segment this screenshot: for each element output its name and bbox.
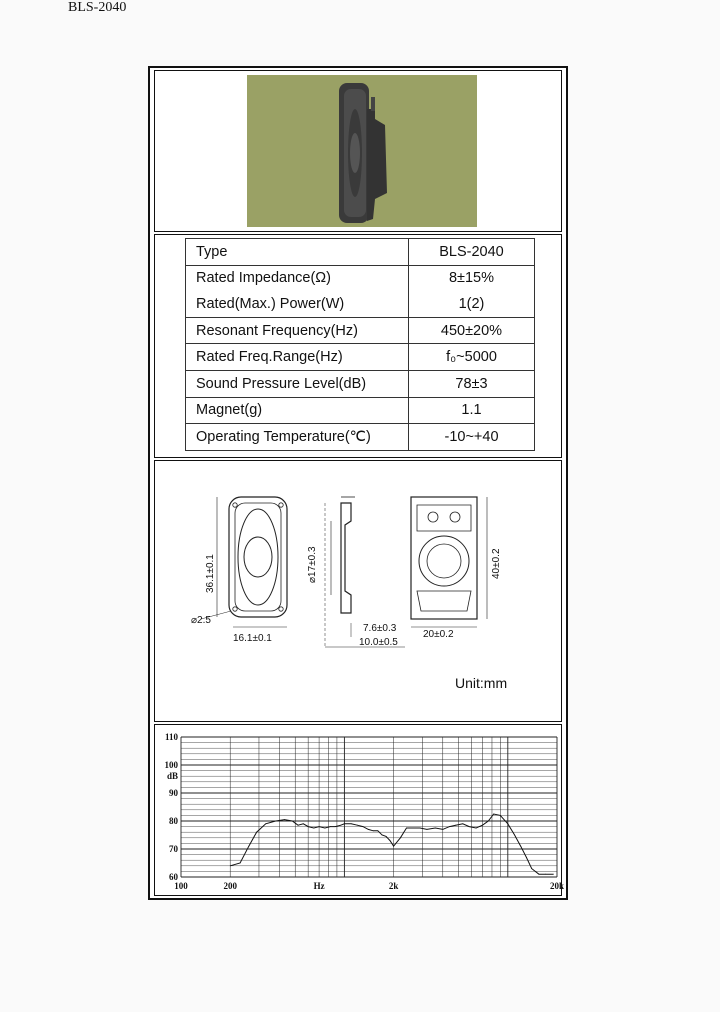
spl-point: [303, 823, 304, 824]
dim-height-front: 36.1±0.1: [205, 554, 216, 593]
spec-label: Magnet(g): [186, 397, 409, 424]
spl-point: [335, 826, 336, 827]
spl-point: [340, 825, 341, 826]
dim-side-dia: ⌀17±0.3: [307, 546, 318, 583]
spl-point: [308, 826, 309, 827]
spec-label: Operating Temperature(℃): [186, 424, 409, 451]
spl-point: [435, 828, 436, 829]
spec-value: f₀~5000: [409, 344, 535, 371]
datasheet-frame: [148, 66, 568, 900]
specs-panel: [154, 234, 562, 458]
spl-point: [412, 828, 413, 829]
x-tick-label: Hz: [313, 881, 325, 891]
dim-width-back: 20±0.2: [423, 629, 454, 640]
spec-value: -10~+40: [409, 424, 535, 451]
spl-point: [482, 825, 483, 826]
y-tick-label: 60: [169, 872, 178, 882]
spl-point: [420, 828, 421, 829]
spl-point: [462, 823, 463, 824]
x-tick-label: 20k: [549, 881, 565, 891]
spl-point: [455, 825, 456, 826]
x-tick-label: 2k: [388, 881, 399, 891]
spl-point: [230, 865, 231, 866]
x-tick-label: 100: [174, 881, 188, 891]
spec-value: BLS-2040: [409, 239, 535, 266]
drawing-panel: [154, 460, 562, 722]
y-tick-label: 100: [164, 760, 178, 770]
spl-point: [248, 846, 249, 847]
spec-value: 78±3: [409, 370, 535, 397]
spec-row-spl: [186, 370, 535, 397]
spl-point: [390, 840, 391, 841]
spl-point: [427, 829, 428, 830]
spl-point: [500, 815, 501, 816]
spl-point: [325, 828, 326, 829]
spl-point: [400, 837, 401, 838]
spl-point: [265, 823, 266, 824]
frequency-response-chart: [155, 725, 565, 895]
spec-label: Rated Impedance(Ω): [186, 265, 409, 291]
spl-point: [351, 823, 352, 824]
y-tick-label: 70: [169, 844, 178, 854]
spl-point: [520, 846, 521, 847]
spec-label: Sound Pressure Level(dB): [186, 370, 409, 397]
spl-point: [382, 835, 383, 836]
back-view: [411, 497, 487, 627]
spl-point: [449, 826, 450, 827]
spl-point: [553, 874, 554, 875]
spl-point: [256, 832, 257, 833]
spec-label: Rated(Max.) Power(W): [186, 291, 409, 317]
spl-point: [406, 828, 407, 829]
spl-point: [476, 828, 477, 829]
spec-row-type: [186, 239, 535, 266]
dim-hole-dia: ⌀2.5: [191, 615, 211, 626]
spec-row-power: [186, 291, 535, 317]
photo-panel: [154, 70, 562, 232]
spl-point: [319, 826, 320, 827]
spl-point: [292, 821, 293, 822]
spec-row-magnet: [186, 397, 535, 424]
spl-point: [275, 821, 276, 822]
spl-point: [330, 826, 331, 827]
spl-point: [373, 830, 374, 831]
spl-point: [298, 825, 299, 826]
y-tick-label: 90: [169, 788, 178, 798]
spec-value: 8±15%: [409, 265, 535, 291]
dim-depth-total: 10.0±0.5: [359, 637, 398, 648]
spl-point: [442, 829, 443, 830]
spec-value: 1(2): [409, 291, 535, 317]
spl-point: [531, 868, 532, 869]
spl-point: [344, 823, 345, 824]
spec-row-impedance: [186, 265, 535, 291]
spl-point: [393, 846, 394, 847]
spec-row-range: [186, 344, 535, 371]
spl-point: [539, 874, 540, 875]
spec-label: Type: [186, 239, 409, 266]
spl-point: [493, 814, 494, 815]
spl-point: [313, 828, 314, 829]
spl-point: [386, 836, 387, 837]
y-tick-label: 110: [164, 732, 178, 742]
spl-point: [469, 826, 470, 827]
spl-point: [488, 821, 489, 822]
specs-table: [185, 238, 535, 451]
spec-label: Rated Freq.Range(Hz): [186, 344, 409, 371]
unit-label: Unit:mm: [455, 675, 508, 691]
document-title: BLS-2040: [68, 0, 127, 15]
spl-point: [357, 825, 358, 826]
dim-depth-inner: 7.6±0.3: [363, 623, 397, 634]
y-axis-label: dB: [166, 771, 178, 782]
spec-value: 1.1: [409, 397, 535, 424]
spl-point: [240, 863, 241, 864]
spl-point: [514, 835, 515, 836]
spec-label: Resonant Frequency(Hz): [186, 317, 409, 344]
dim-width-front: 16.1±0.1: [233, 633, 272, 644]
spl-point: [377, 830, 378, 831]
spl-point: [363, 826, 364, 827]
spl-point: [368, 829, 369, 830]
spec-row-temperature: [186, 424, 535, 451]
spl-point: [545, 874, 546, 875]
speaker-photo: [247, 75, 477, 227]
spec-row-resonant: [186, 317, 535, 344]
chart-panel: [154, 724, 565, 896]
spl-point: [507, 823, 508, 824]
spec-value: 450±20%: [409, 317, 535, 344]
spl-point: [526, 857, 527, 858]
x-tick-label: 200: [223, 881, 237, 891]
y-tick-label: 80: [169, 816, 178, 826]
spl-point: [284, 819, 285, 820]
dim-height-back: 40±0.2: [491, 548, 502, 579]
spl-curve: [230, 814, 553, 874]
